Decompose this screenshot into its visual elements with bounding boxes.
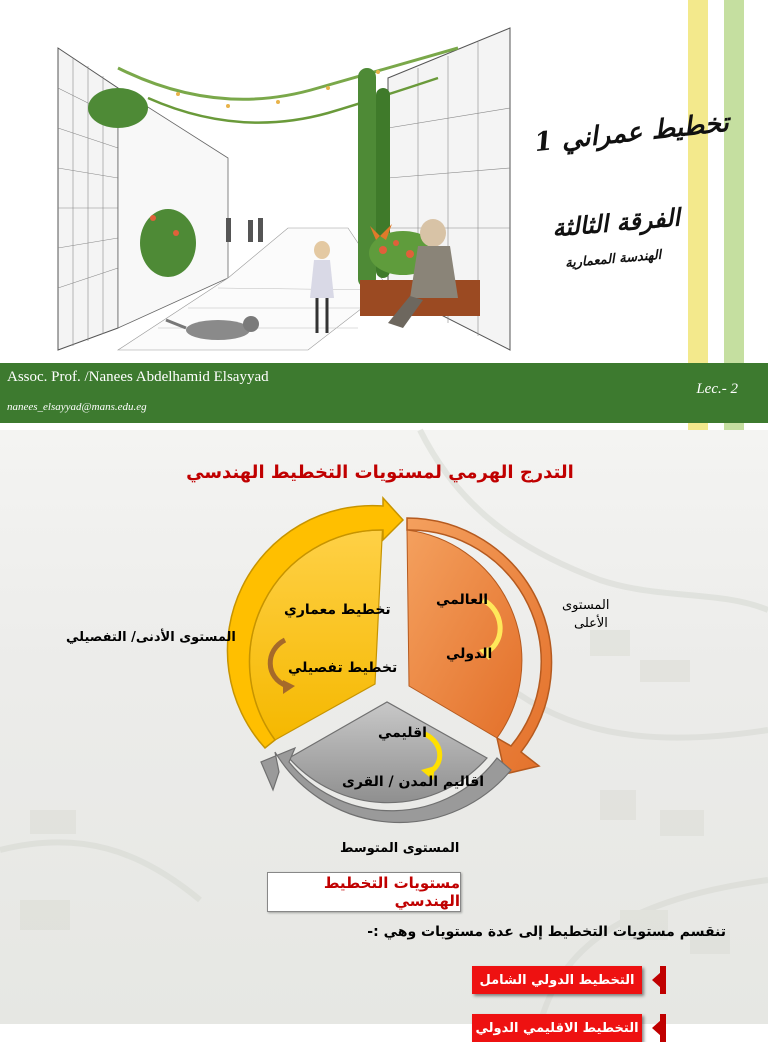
- item-detailed-planning: تخطيط تفصيلي: [288, 660, 398, 676]
- item-international-comprehensive[interactable]: التخطيط الدولي الشامل: [472, 966, 642, 994]
- lecturer-banner: [0, 363, 768, 423]
- content-slide: [0, 430, 768, 1036]
- item-international: الدولي: [446, 646, 493, 662]
- item-regional: اقليمي: [378, 725, 427, 741]
- bullet-arrow-icon: [652, 966, 670, 994]
- diagram-title: التدرج الهرمي لمستويات التخطيط الهندسي: [186, 462, 574, 483]
- level-lower-label: المستوى الأدنى/ التفصيلي: [66, 630, 236, 645]
- item-city-regions: اقاليم المدن / القرى: [342, 774, 485, 790]
- level-top-line1: المستوى: [562, 598, 610, 613]
- item-regional-international[interactable]: التخطيط الاقليمي الدولي: [472, 1014, 642, 1042]
- street-illustration: [58, 28, 510, 350]
- lecture-number: Lec.- 2: [696, 381, 738, 397]
- level-top-line2: الأعلى: [574, 616, 608, 631]
- bullet-arrow-icon: [652, 1014, 670, 1042]
- author-email: nanees_elsayyad@mans.edu.eg: [7, 401, 147, 413]
- item-global: العالمي: [436, 592, 489, 608]
- item-architectural-planning: تخطيط معماري: [284, 602, 391, 618]
- section-intro: تنقسم مستويات التخطيط إلى عدة مستويات وهي :-: [367, 924, 726, 940]
- section-heading: مستويات التخطيط الهندسي: [267, 872, 461, 912]
- author-name: Assoc. Prof. /Nanees Abdelhamid Elsayyad: [7, 369, 269, 385]
- year-title: الفرقة الثالثة: [550, 202, 682, 243]
- course-title: تخطيط عمراني 1: [532, 107, 731, 159]
- department-title: الهندسة المعمارية: [564, 247, 662, 272]
- level-middle-label: المستوى المتوسط: [340, 841, 460, 856]
